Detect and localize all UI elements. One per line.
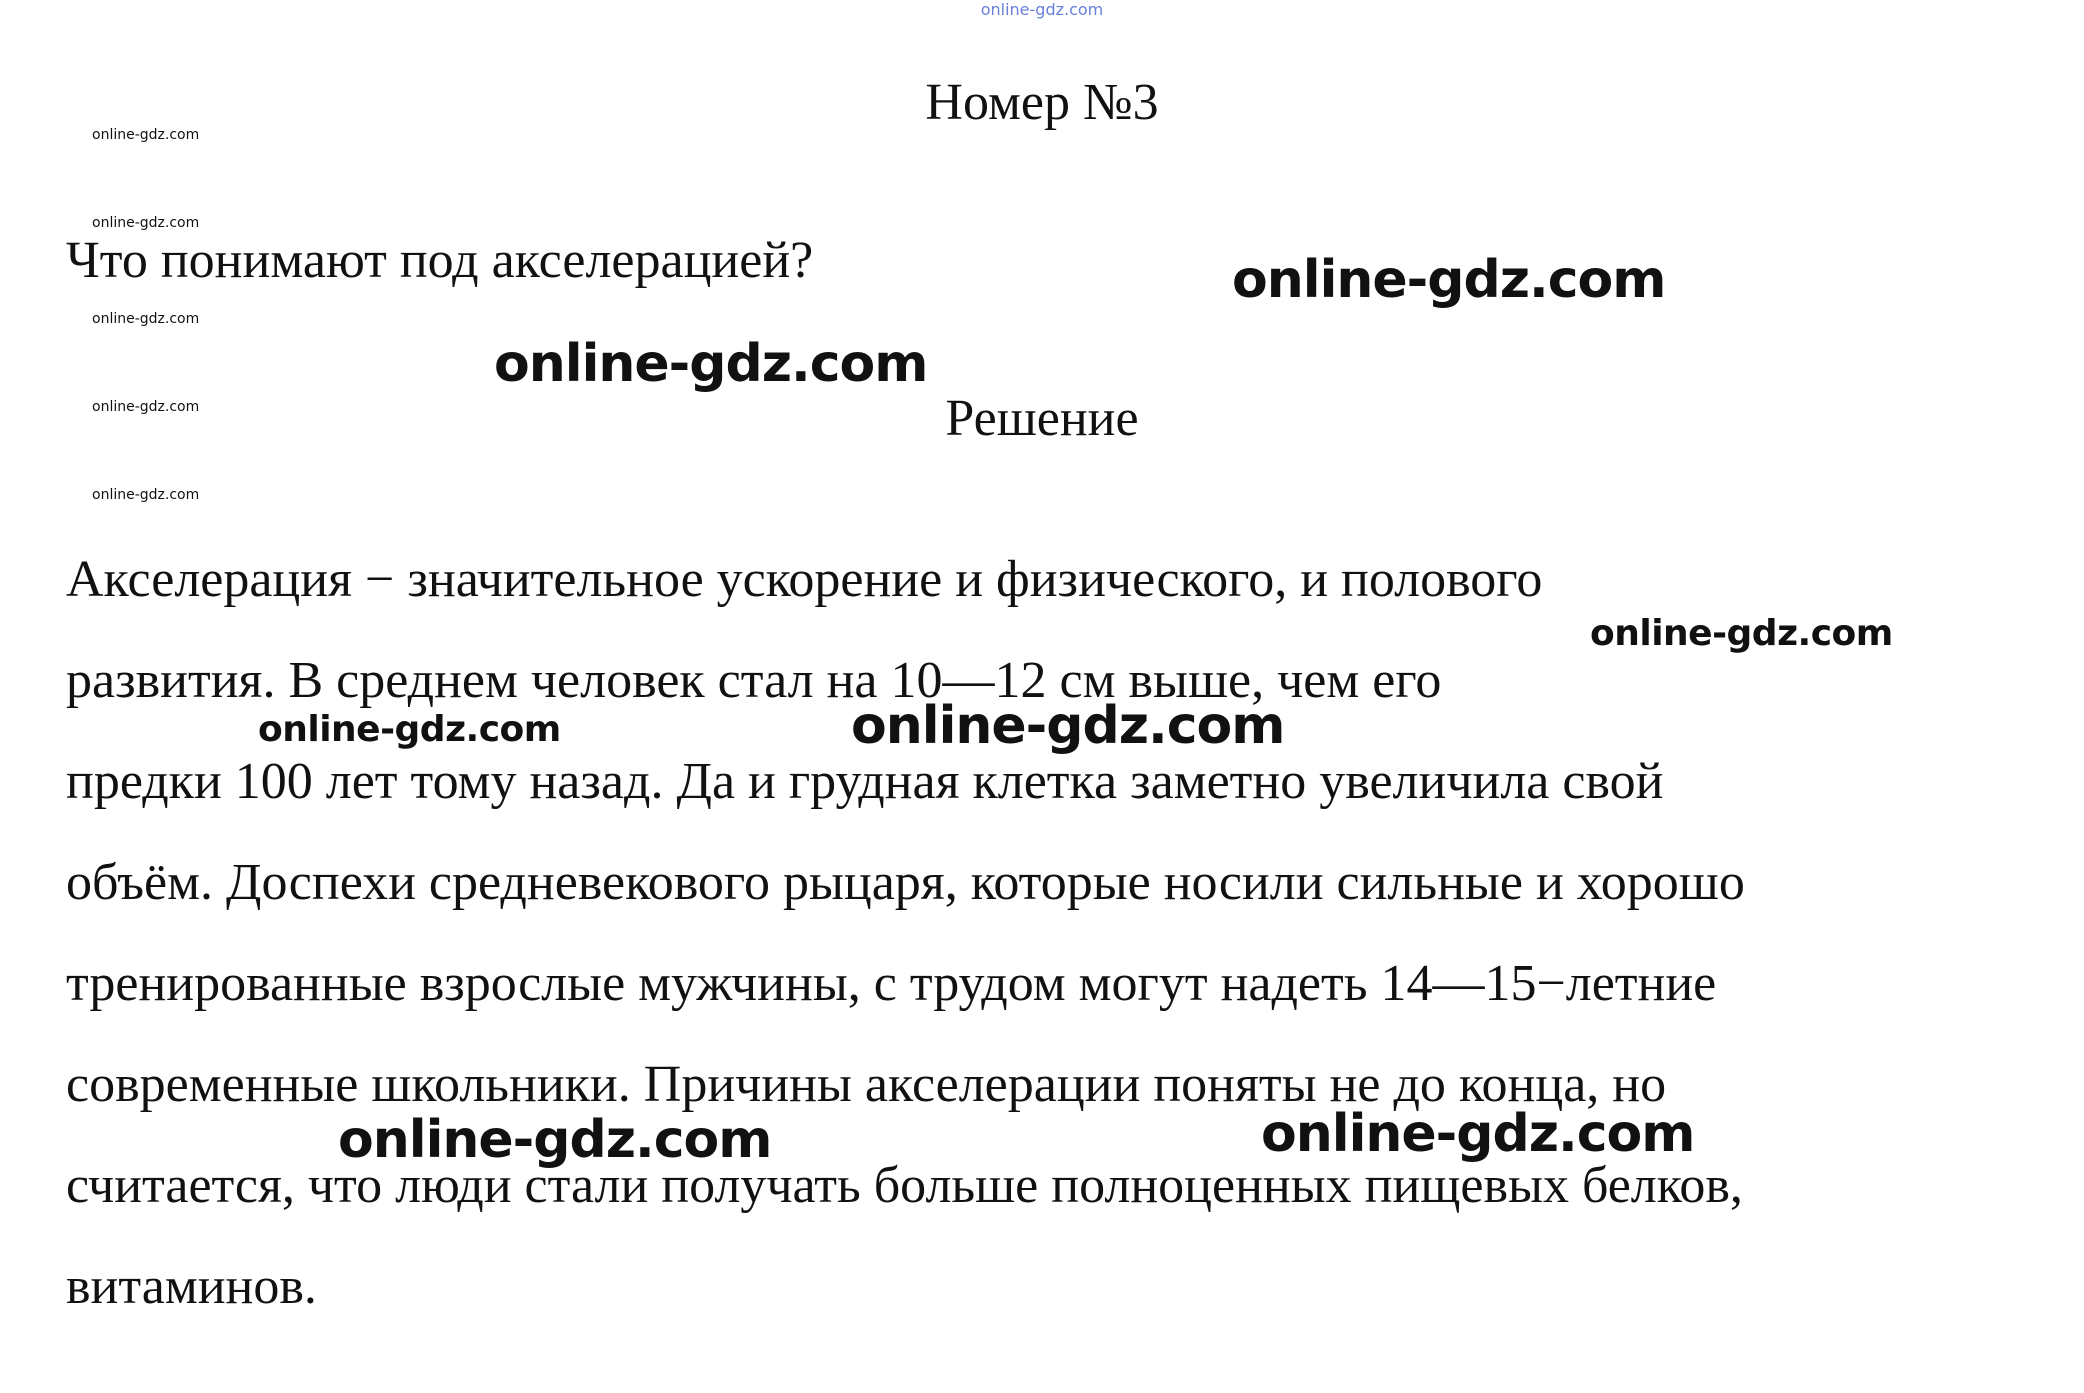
watermark-medium: online-gdz.com [1590,613,1893,654]
watermark-small: online-gdz.com [92,487,200,503]
page-title: Номер №3 [925,74,1159,131]
watermark-small: online-gdz.com [92,311,200,327]
answer-line: современные школьники. Причины акселерации поняты не до конца, но [66,1056,1667,1113]
answer-line: витаминов. [66,1258,317,1315]
watermark-small: online-gdz.com [92,215,200,231]
watermark-large: online-gdz.com [1232,250,1666,310]
watermark-medium: online-gdz.com [258,709,561,750]
answer-line: предки 100 лет тому назад. Да и грудная клетка заметно увеличила свой [66,753,1664,810]
answer-line: тренированные взрослые мужчины, с трудом могут надеть 14—15−летние [66,955,1717,1012]
question-text: Что понимают под акселерацией? [66,232,814,289]
solution-heading: Решение [945,390,1139,447]
answer-line: объём. Доспехи средневекового рыцаря, которые носили сильные и хорошо [66,854,1745,911]
watermark-large: online-gdz.com [338,1110,772,1170]
watermark-large: online-gdz.com [494,334,928,394]
watermark-large: online-gdz.com [1261,1104,1695,1164]
answer-line: развития. В среднем человек стал на 10—12 см выше, чем его [66,652,1442,709]
answer-line: Акселерация − значительное ускорение и физического, и полового [66,551,1543,608]
answer-line: считается, что люди стали получать больше полноценных пищевых белков, [66,1157,1743,1214]
watermark-small: online-gdz.com [92,127,200,143]
watermark-top: online-gdz.com [980,0,1104,19]
watermark-small: online-gdz.com [92,399,200,415]
watermark-large: online-gdz.com [851,696,1285,756]
